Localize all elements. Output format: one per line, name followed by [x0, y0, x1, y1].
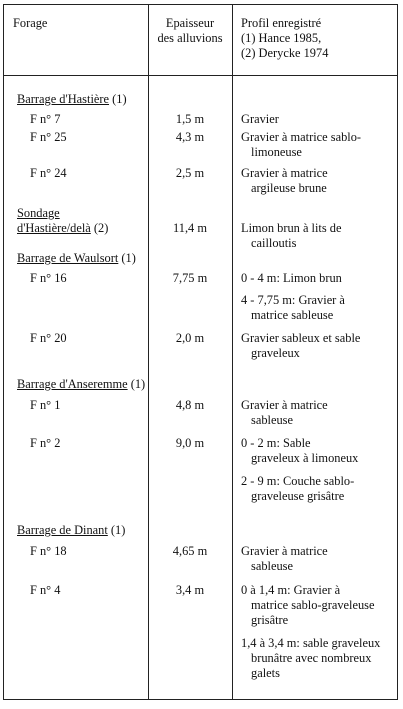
- row-epaisseur: 4,8 m: [175, 398, 205, 412]
- group-title: Barrage de Dinant (1): [17, 523, 126, 537]
- row-profil: brunâtre avec nombreux: [251, 651, 372, 665]
- row-epaisseur: 7,75 m: [172, 271, 208, 285]
- row-profil: Gravier à matrice: [241, 398, 328, 412]
- row-profil: Gravier à matrice: [241, 166, 328, 180]
- row-forage: F n° 18: [30, 544, 67, 558]
- row-profil: 1,4 à 3,4 m: sable graveleux: [241, 636, 381, 650]
- row-profil: 4 - 7,75 m: Gravier à: [241, 293, 345, 307]
- row-forage: F n° 2: [30, 436, 61, 450]
- group-title: d'Hastière/delà (2): [17, 221, 109, 235]
- row-profil: matrice sablo-graveleuse: [251, 598, 375, 612]
- row-forage: F n° 4: [30, 583, 61, 597]
- row-profil: cailloutis: [251, 236, 297, 250]
- header-profil-line1: Profil enregistré: [241, 16, 322, 30]
- header-forage: Forage: [13, 16, 48, 30]
- header-divider: [4, 75, 397, 76]
- row-profil: 0 - 2 m: Sable: [241, 436, 311, 450]
- row-epaisseur: 4,3 m: [175, 130, 205, 144]
- header-profil-line2: (1) Hance 1985,: [241, 31, 322, 45]
- row-forage: F n° 7: [30, 112, 61, 126]
- row-profil: 0 à 1,4 m: Gravier à: [241, 583, 341, 597]
- row-epaisseur: 11,4 m: [173, 221, 207, 235]
- row-forage: F n° 16: [30, 271, 67, 285]
- header-epaisseur-line2: des alluvions: [157, 31, 223, 45]
- row-forage: F n° 25: [30, 130, 67, 144]
- row-profil: Gravier à matrice: [241, 544, 328, 558]
- group-title: Barrage d'Anseremme (1): [17, 377, 146, 391]
- row-profil: sableuse: [251, 413, 293, 427]
- row-profil: galets: [251, 666, 280, 680]
- header-epaisseur-line1: Epaisseur: [165, 16, 215, 30]
- row-epaisseur: 2,0 m: [175, 331, 205, 345]
- header-profil-line3: (2) Derycke 1974: [241, 46, 329, 60]
- row-profil: grisâtre: [251, 613, 289, 627]
- row-epaisseur: 4,65 m: [172, 544, 208, 558]
- row-forage: F n° 24: [30, 166, 67, 180]
- group-title: Barrage d'Hastière (1): [17, 92, 127, 106]
- row-profil: sableuse: [251, 559, 293, 573]
- row-profil: Limon brun à lits de: [241, 221, 342, 235]
- row-epaisseur: 3,4 m: [175, 583, 205, 597]
- row-profil: 2 - 9 m: Couche sablo-: [241, 474, 355, 488]
- row-profil: matrice sableuse: [251, 308, 334, 322]
- row-forage: F n° 1: [30, 398, 61, 412]
- row-profil: graveleux à limoneux: [251, 451, 359, 465]
- row-forage: F n° 20: [30, 331, 67, 345]
- row-profil: argileuse brune: [251, 181, 327, 195]
- row-epaisseur: 2,5 m: [175, 166, 205, 180]
- row-profil: Gravier sableux et sable: [241, 331, 361, 345]
- column-divider: [232, 5, 233, 699]
- row-epaisseur: 1,5 m: [175, 112, 205, 126]
- row-profil: Gravier: [241, 112, 279, 126]
- group-title: Barrage de Waulsort (1): [17, 251, 136, 265]
- row-profil: 0 - 4 m: Limon brun: [241, 271, 342, 285]
- row-profil: Gravier à matrice sablo-: [241, 130, 362, 144]
- row-profil: graveleuse grisâtre: [251, 489, 345, 503]
- row-epaisseur: 9,0 m: [175, 436, 205, 450]
- row-profil: graveleux: [251, 346, 300, 360]
- row-profil: limoneuse: [251, 145, 302, 159]
- group-title: Sondage: [17, 206, 60, 220]
